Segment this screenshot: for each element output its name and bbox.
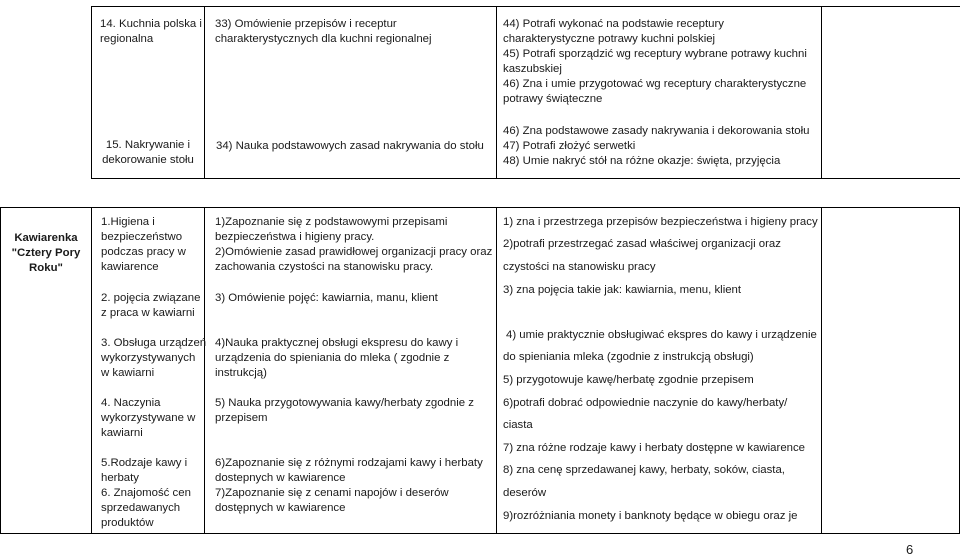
content-przygotowanie: 5) Nauka przygotowywania kawy/herbaty zgodnie z przepisem [215,397,474,424]
outcome-line: 4) umie praktycznie obsługiwać ekspres do kawy i urządzenie [506,329,817,341]
nakrywanie-content: 34) Nauka podstawowych zasad nakrywania do stołu [216,140,484,152]
table2-bottom-border [0,533,960,534]
nakrywanie-topic: 15. Nakrywanie i dekorowanie stołu [102,139,194,166]
topic-naczynia: 4. Naczynia wykorzystywane w kawiarni [101,397,196,439]
table2-col-divider-1 [91,207,92,534]
outcome-line: 3) zna pojęcia takie jak: kawiarnia, menu, klient [503,284,742,296]
kuchnia-content: 33) Omówienie przepisów i receptur charakterystycznych dla kuchni regionalnej [215,18,432,45]
table2-col-divider-4 [821,207,822,534]
outcome-line: 5) przygotowuje kawę/herbatę zgodnie przepisem [503,374,754,386]
outcome-line: czystości na stanowisku pracy [503,261,656,273]
kawiarenka-title: Kawiarenka "Cztery Pory Roku" [11,232,81,274]
kuchnia-topic: 14. Kuchnia polska i regionalna [100,18,202,45]
outcome-line: 7) zna różne rodzaje kawy i herbaty dostępne w kawiarence [503,442,806,454]
outcome-line: 6)potrafi dobrać odpowiednie naczynie do kawy/herbaty/ [503,397,788,409]
outcome-line: 8) zna cenę sprzedawanej kawy, herbaty, soków, ciasta, [503,464,785,476]
table1-bottom-border [91,178,960,179]
table1-col-divider-3 [821,6,822,179]
content-pojecia: 3) Omówienie pojęć: kawiarnia, manu, klient [215,292,438,304]
outcome-line: 2)potrafi przestrzegać zasad właściwej organizacji oraz [503,238,781,250]
table1-col-divider-1 [204,6,205,179]
topic-rodzaje: 5.Rodzaje kawy i herbaty 6. Znajomość cen sprzedawanych produktów [101,457,191,529]
outcome-line: do spieniania mleka (zgodnie z instrukcją obsługi) [503,351,754,363]
topic-obsluga: 3. Obsługa urządzeń wykorzystywanych w kawiarni [101,337,207,379]
content-rodzaje-ceny: 6)Zapoznanie się z różnymi rodzajami kawy i herbaty dostepnych w kawiarence 7)Zapoznanie się z cenami napojów i deserów dostępnych w kawiarence [215,457,483,514]
content-ekspres: 4)Nauka praktycznej obsługi ekspresu do kawy i urządzenia do spieniania do mleka ( zgodnie z instrukcją) [215,337,459,379]
table2-col-divider-3 [496,207,497,534]
kuchnia-outcomes: 44) Potrafi wykonać na podstawie receptury charakterystyczne potrawy kuchni polskiej 45) Potrafi sporządzić wg receptury wybrane potrawy kuchni kaszubskiej 46) Zna i umie przygotować wg receptury charakterystyczne potrawy świąteczne [503,18,807,105]
outcome-line: 1) zna i przestrzega przepisów bezpieczeństwa i higieny pracy [503,216,818,228]
page-number: 6 [906,542,914,557]
nakrywanie-outcomes: 46) Zna podstawowe zasady nakrywania i dekorowania stołu 47) Potrafi złożyć serwetki 48) Umie nakryć stół na różne okazje: święta, przyjęcia [503,125,810,167]
outcome-line: deserów [503,487,547,499]
topic-higiena: 1.Higiena i bezpieczeństwo podczas pracy w kawiarence [101,216,186,273]
topic-pojecia: 2. pojęcia związane z praca w kawiarni [101,292,201,319]
table1-col-divider-2 [496,6,497,179]
outcome-line: ciasta [503,419,533,431]
outcome-line: 9)rozróżniania monety i banknoty będące w obiegu oraz je [503,510,798,522]
table1-top-border [91,6,960,7]
table2-top-border [0,207,960,208]
content-przepisy-bhp: 1)Zapoznanie się z podstawowymi przepisami bezpieczeństwa i higieny pracy. 2)Omówienie zasad prawidłowej organizacji pracy oraz zachowania czystości na stanowisku pracy. [215,216,493,273]
